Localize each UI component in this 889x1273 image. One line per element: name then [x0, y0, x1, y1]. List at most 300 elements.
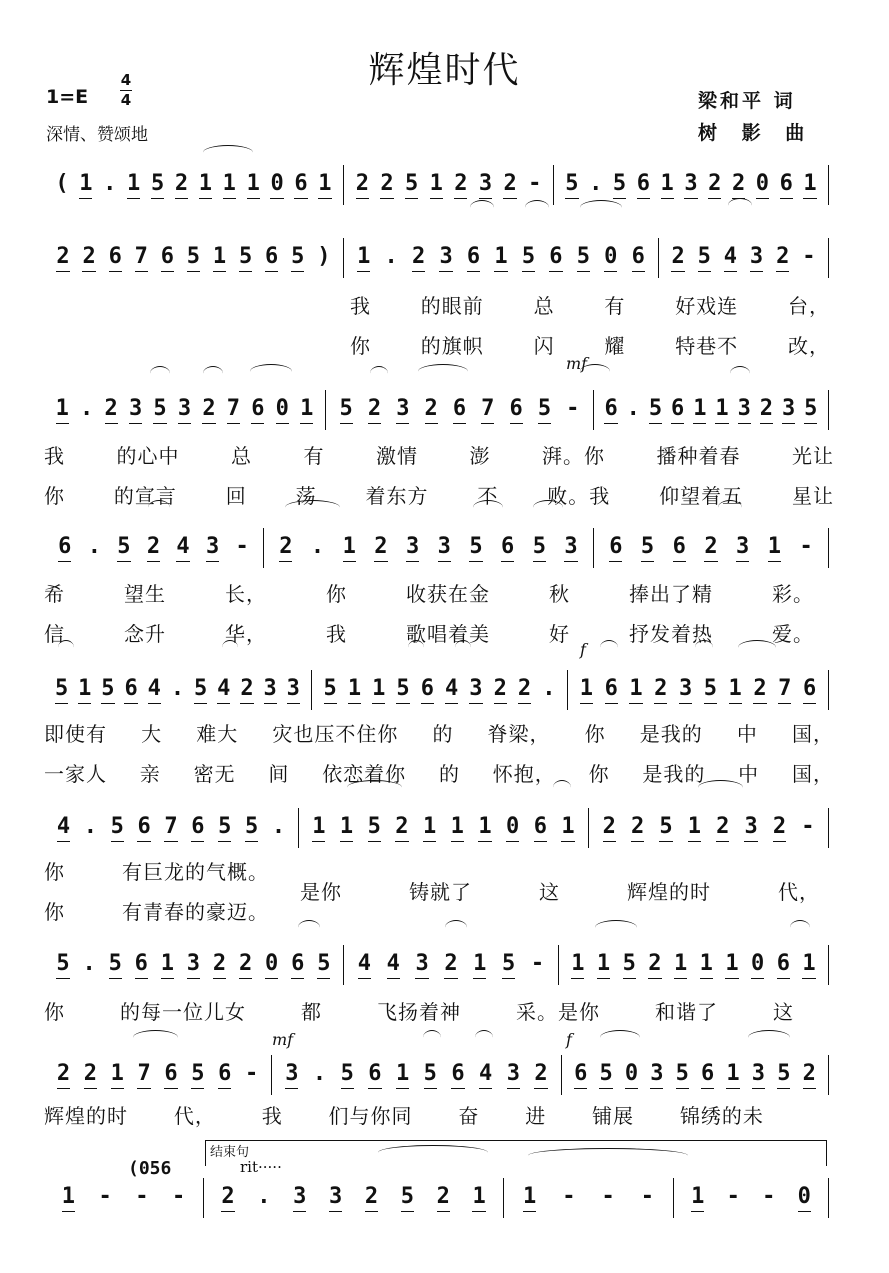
note: 3 [129, 397, 142, 424]
note: 2 [240, 677, 253, 704]
lyric-syllable: 代， [173, 1104, 216, 1128]
note: . [589, 171, 603, 196]
dash-sustain: - [601, 1184, 615, 1209]
note: 5 [324, 677, 337, 704]
note: 6 [294, 172, 307, 199]
composer-credit: 树 影 曲 [698, 122, 814, 144]
slur-arc [133, 1030, 178, 1045]
slur-arc [347, 780, 402, 795]
note: 1 [357, 245, 370, 272]
note: 3 [439, 245, 452, 272]
note: 1 [247, 172, 260, 199]
measure [594, 528, 829, 568]
lyric-line [44, 856, 269, 885]
note: 4 [479, 1062, 492, 1089]
note: 3 [264, 677, 277, 704]
lyric-syllable: 有 [303, 444, 325, 468]
dynamic-f: f [580, 640, 586, 659]
note: 6 [124, 677, 137, 704]
note: 2 [773, 815, 786, 842]
note: 4 [57, 815, 70, 842]
note: 2 [395, 815, 408, 842]
note: 5 [151, 172, 164, 199]
note: 4 [445, 677, 458, 704]
lyric-syllable: 耀 [604, 334, 626, 358]
ending-label: 结束句 [210, 1145, 250, 1160]
slur-arc [470, 200, 494, 215]
dash-sustain: - [135, 1184, 149, 1209]
note: 3 [564, 535, 577, 562]
lyric-syllable: 有巨龙的气概。 [122, 860, 269, 884]
lyric-syllable: 捧出了精 [629, 582, 713, 606]
lyric-syllable: 你 [350, 334, 371, 358]
lyric-syllable: 间 [268, 762, 290, 786]
lyric-syllable: 你 [588, 762, 610, 786]
lyricist-credit: 梁和平 词 [698, 90, 796, 112]
note: 2 [221, 1185, 234, 1212]
measure [559, 945, 829, 985]
note: 6 [451, 1062, 464, 1089]
note: 2 [147, 535, 160, 562]
note: 4 [148, 677, 161, 704]
note: 3 [507, 1062, 520, 1089]
note: 2 [603, 815, 616, 842]
lyric-syllable: 一家人 [44, 762, 107, 786]
slur-arc [455, 640, 471, 655]
note: 3 [187, 952, 200, 979]
note: 1 [161, 952, 174, 979]
note: 1 [372, 677, 385, 704]
note: 6 [251, 397, 264, 424]
lyric-syllable: 有 [604, 294, 626, 318]
note: 6 [164, 1062, 177, 1089]
lyric-syllable: 光让 [792, 444, 834, 468]
note: 5 [698, 245, 711, 272]
note: 5 [613, 172, 626, 199]
note: 5 [424, 1062, 437, 1089]
lyric-syllable: 好 [549, 622, 570, 646]
note: 1 [674, 952, 687, 979]
note: 2 [704, 535, 717, 562]
lyric-syllable: 国， [791, 762, 834, 786]
note: 2 [356, 172, 369, 199]
note: 2 [365, 1185, 378, 1212]
slur-arc [730, 366, 750, 381]
note: 2 [279, 535, 292, 562]
note: 2 [760, 397, 773, 424]
note: 3 [782, 397, 795, 424]
note: 3 [750, 245, 763, 272]
lyric-line [300, 876, 820, 905]
note: 5 [191, 1062, 204, 1089]
note: 1 [693, 397, 706, 424]
lyric-syllable: 播种着春 [656, 444, 741, 468]
note: 0 [604, 245, 617, 272]
note: 2 [368, 397, 381, 424]
note: 0 [265, 952, 278, 979]
note: 6 [109, 245, 122, 272]
note: 5 [55, 677, 68, 704]
note: 1 [423, 815, 436, 842]
note: 1 [56, 397, 69, 424]
pickup-notes: (056 [128, 1158, 172, 1179]
note: . [384, 244, 398, 269]
note: 1 [494, 245, 507, 272]
lyric-syllable: 秋 [549, 582, 570, 606]
lyric-syllable: 是你 [300, 880, 342, 904]
slur-arc [695, 640, 713, 655]
note: 2 [716, 815, 729, 842]
lyric-syllable: 你 [44, 1000, 65, 1024]
note: 6 [777, 952, 790, 979]
lyric-line [44, 440, 834, 469]
dash-sustain: - [801, 814, 815, 839]
note: 1 [700, 952, 713, 979]
tempo-marking: 深情、赞颂地 [46, 125, 148, 145]
note: 2 [437, 1185, 450, 1212]
lyric-syllable: 念升 [124, 622, 166, 646]
note: 6 [604, 397, 617, 424]
slur-arc [728, 198, 752, 213]
lyric-syllable: 你 [326, 582, 347, 606]
note: 2 [518, 677, 531, 704]
dash-sustain: - [528, 171, 542, 196]
note: 6 [368, 1062, 381, 1089]
note: 5 [405, 172, 418, 199]
note: 6 [467, 245, 480, 272]
note: 5 [396, 677, 409, 704]
dash-sustain: - [244, 1061, 259, 1086]
note: 5 [469, 535, 482, 562]
note: 2 [534, 1062, 547, 1089]
slur-arc [525, 200, 549, 215]
note: 5 [533, 535, 546, 562]
note: 3 [684, 172, 697, 199]
note: 2 [380, 172, 393, 199]
note: 1 [802, 952, 815, 979]
note: 1 [199, 172, 212, 199]
lyric-syllable: 的 [438, 762, 460, 786]
note: 7 [227, 397, 240, 424]
lyric-syllable: 密无 [193, 762, 236, 786]
key-signature: 1=E [46, 86, 89, 108]
note: 1 [451, 815, 464, 842]
measure [568, 670, 829, 710]
lyric-syllable: 都 [301, 1000, 322, 1024]
lyric-syllable: 锦绣的未 [679, 1104, 764, 1128]
measure [326, 390, 594, 430]
note: 1 [725, 952, 738, 979]
note: 2 [631, 815, 644, 842]
note: 6 [501, 535, 514, 562]
lyric-syllable: 总 [533, 294, 555, 318]
lyric-syllable: 是我的 [639, 722, 703, 746]
lyric-line [44, 718, 834, 747]
note: 6 [549, 245, 562, 272]
note: 1 [318, 172, 331, 199]
music-system [44, 670, 834, 710]
measure [344, 238, 659, 278]
slur-arc [285, 500, 340, 515]
note: 3 [738, 397, 751, 424]
note: 5 [291, 245, 304, 272]
note: 1 [597, 952, 610, 979]
note: 1 [803, 172, 816, 199]
measure [264, 528, 594, 568]
lyric-syllable: 败。我 [547, 484, 611, 508]
slur-arc [408, 640, 424, 655]
dash-sustain: - [726, 1184, 740, 1209]
note: . [80, 396, 94, 421]
lyric-syllable: 荡 [295, 484, 317, 508]
note: 0 [506, 815, 519, 842]
slur-arc [203, 145, 253, 160]
lyric-syllable: 着东方 [365, 484, 429, 508]
note: 3 [415, 952, 428, 979]
lyric-syllable: 的每一位儿女 [120, 1000, 246, 1024]
parenthesis: ) [317, 244, 331, 269]
lyric-syllable: 国， [791, 722, 834, 746]
note: 5 [641, 535, 654, 562]
measure [504, 1178, 674, 1218]
slur-arc [250, 364, 292, 379]
note: 3 [396, 397, 409, 424]
note: 5 [218, 815, 231, 842]
note: 3 [438, 535, 451, 562]
note: 6 [609, 535, 622, 562]
note: 5 [239, 245, 252, 272]
note: . [103, 171, 117, 196]
note: 5 [187, 245, 200, 272]
lyric-syllable: 希 [44, 582, 65, 606]
slur-arc [600, 640, 618, 655]
lyric-syllable: 中 [738, 762, 760, 786]
note: 5 [111, 815, 124, 842]
note: 6 [701, 1062, 714, 1089]
note: 6 [780, 172, 793, 199]
note: 6 [291, 952, 304, 979]
dash-sustain: - [172, 1184, 186, 1209]
measure [594, 390, 829, 430]
measure [272, 1055, 562, 1095]
measure [344, 165, 554, 205]
slur-arc [600, 1030, 640, 1045]
music-system [44, 1055, 834, 1095]
note: 6 [534, 815, 547, 842]
note: 1 [78, 677, 91, 704]
note: 2 [84, 1062, 97, 1089]
measure [44, 945, 344, 985]
note: 2 [374, 535, 387, 562]
dynamic-mf: mf [566, 354, 588, 373]
note: 5 [109, 952, 122, 979]
measure [44, 238, 344, 278]
note: 1 [223, 172, 236, 199]
lyric-syllable: 望生 [124, 582, 166, 606]
slur-arc [595, 920, 637, 935]
note: 5 [777, 1062, 790, 1089]
lyric-syllable: 采。是你 [516, 1000, 600, 1024]
note: 6 [218, 1062, 231, 1089]
music-system [44, 165, 834, 205]
note: 6 [605, 677, 618, 704]
note: 3 [293, 1185, 306, 1212]
lyric-syllable: 改， [787, 334, 830, 358]
note: 4 [217, 677, 230, 704]
music-system [44, 945, 834, 985]
note: 4 [387, 952, 400, 979]
note: 6 [453, 397, 466, 424]
note: 2 [494, 677, 507, 704]
note: 6 [574, 1062, 587, 1089]
note: 5 [341, 1062, 354, 1089]
note: 5 [368, 815, 381, 842]
slur-arc [698, 780, 743, 795]
note: . [310, 534, 325, 559]
note: 5 [659, 815, 672, 842]
music-system [44, 528, 834, 568]
measure [44, 1055, 272, 1095]
note: 1 [661, 172, 674, 199]
note: 0 [756, 172, 769, 199]
ritardando-marking: rit····· [240, 1158, 282, 1176]
note: . [83, 814, 97, 839]
note: 3 [479, 172, 492, 199]
note: 2 [56, 245, 69, 272]
measure [589, 808, 829, 848]
slur-arc [370, 366, 388, 381]
measure [44, 528, 264, 568]
note: 5 [502, 952, 515, 979]
note: 0 [270, 172, 283, 199]
note: 6 [191, 815, 204, 842]
parenthesis: ( [55, 171, 69, 196]
note: . [82, 951, 96, 976]
note: 5 [623, 952, 636, 979]
note: 1 [580, 677, 593, 704]
lyric-syllable: 铸就了 [409, 880, 472, 904]
note: 6 [137, 815, 150, 842]
note: 6 [632, 245, 645, 272]
measure [44, 808, 299, 848]
lyric-syllable: 这 [773, 1000, 794, 1024]
lyric-syllable: 有青春的豪迈。 [122, 900, 269, 924]
note: 6 [421, 677, 434, 704]
lyric-syllable: 辉煌的时 [627, 880, 711, 904]
note: 5 [565, 172, 578, 199]
lyric-syllable: 的眼前 [420, 294, 484, 318]
slur-arc [473, 500, 503, 515]
lyric-syllable: 的宣言 [113, 484, 177, 508]
measure [299, 808, 589, 848]
note: 3 [744, 815, 757, 842]
note: 7 [778, 677, 791, 704]
lyric-syllable: 难大 [196, 722, 239, 746]
note: 4 [176, 535, 189, 562]
slur-arc [423, 1030, 441, 1045]
note: . [542, 676, 556, 701]
dash-sustain: - [799, 534, 813, 559]
note: 7 [481, 397, 494, 424]
lyric-syllable: 长， [225, 582, 267, 606]
lyric-syllable: 是我的 [642, 762, 706, 786]
lyric-syllable: 奋 [458, 1104, 480, 1128]
note: 5 [649, 397, 662, 424]
note: . [312, 1061, 327, 1086]
note: 3 [650, 1062, 663, 1089]
note: 1 [691, 1185, 704, 1212]
measure [44, 1178, 204, 1218]
dash-sustain: - [566, 396, 580, 421]
lyric-syllable: 代， [778, 880, 820, 904]
lyric-syllable: 特巷不 [675, 334, 739, 358]
note: 1 [478, 815, 491, 842]
lyric-syllable: 我 [326, 622, 347, 646]
note: 6 [135, 952, 148, 979]
note: 1 [768, 535, 781, 562]
note: 5 [101, 677, 114, 704]
measure [44, 390, 326, 430]
lyric-line [350, 290, 830, 319]
note: 2 [648, 952, 661, 979]
note: 3 [679, 677, 692, 704]
note: 7 [135, 245, 148, 272]
note: 1 [688, 815, 701, 842]
measure [344, 945, 559, 985]
lyric-syllable: 大 [141, 722, 163, 746]
slur-arc [203, 366, 223, 381]
note: 4 [358, 952, 371, 979]
note: 2 [503, 172, 516, 199]
note: 2 [732, 172, 745, 199]
note: 0 [798, 1185, 811, 1212]
note: 3 [736, 535, 749, 562]
note: 5 [194, 677, 207, 704]
measure [312, 670, 568, 710]
note: 2 [57, 1062, 70, 1089]
note: 5 [599, 1062, 612, 1089]
slur-arc [148, 500, 170, 515]
slur-arc [718, 500, 742, 515]
lyric-syllable: 抒发着热 [629, 622, 713, 646]
lyric-syllable: 进 [525, 1104, 547, 1128]
lyric-syllable: 们与你同 [328, 1104, 413, 1128]
lyric-syllable: 收获在金 [406, 582, 490, 606]
note: 2 [202, 397, 215, 424]
lyric-syllable: 回 [225, 484, 247, 508]
ending-bracket [205, 1140, 827, 1166]
lyric-line [44, 896, 269, 925]
lyric-syllable: 好戏连 [675, 294, 739, 318]
note: 2 [671, 245, 684, 272]
lyric-syllable: 怀抱， [492, 762, 556, 786]
note: 1 [729, 677, 742, 704]
note: 6 [637, 172, 650, 199]
lyric-syllable: 不 [477, 484, 499, 508]
note: 1 [127, 172, 140, 199]
note: . [87, 534, 101, 559]
slur-arc [418, 364, 468, 379]
note: 3 [287, 677, 300, 704]
note: 1 [473, 952, 486, 979]
music-system [44, 238, 834, 278]
note: 5 [804, 397, 817, 424]
lyric-syllable: 台， [787, 294, 830, 318]
note: 2 [175, 172, 188, 199]
lyric-syllable: 闪 [533, 334, 555, 358]
note: 0 [625, 1062, 638, 1089]
note: 2 [803, 1062, 816, 1089]
